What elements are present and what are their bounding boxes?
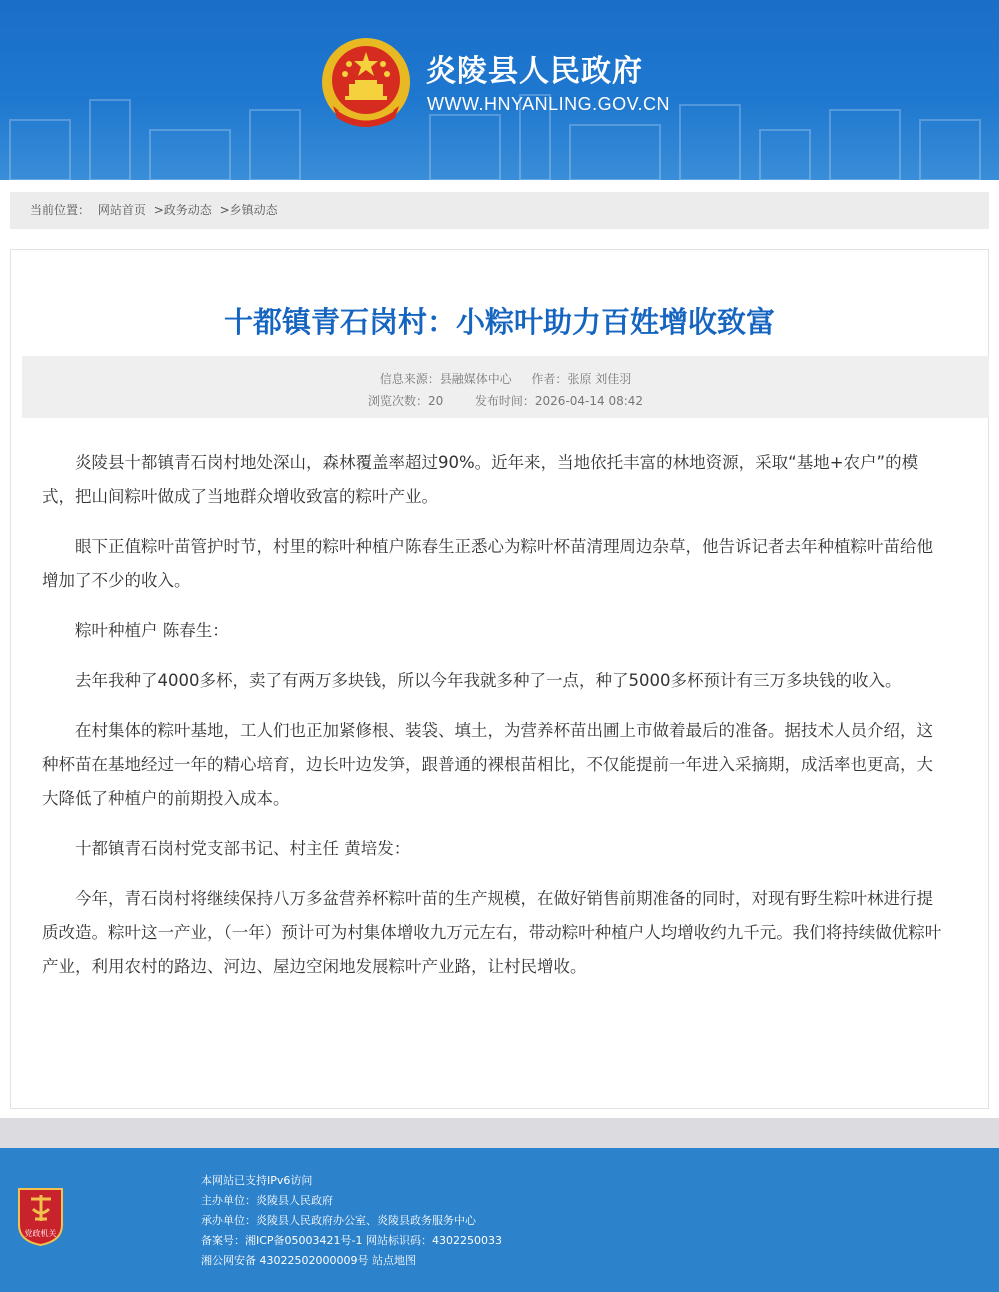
article-paragraph: 在村集体的粽叶基地，工人们也正加紧修根、装袋、填土，为营养杯苗出圃上市做着最后的准备。据技术人员介绍，这种杯苗在基地经过一年的精心培育，边长叶边发笋，跟普通的裸根苗相比，不仅能提前一年进入采摘期，成活率也更高，大大降低了种植户的前期投入成本。 (42, 721, 933, 808)
meta-author-label: 作者： (531, 372, 568, 386)
site-title[interactable]: 炎陵县人民政府 (426, 54, 643, 89)
site-footer (0, 1148, 999, 1292)
article-container (10, 249, 989, 1109)
breadcrumb-township-link[interactable]: >乡镇动态 (219, 203, 278, 217)
badge-text: 党政机关 (24, 1229, 57, 1238)
footer-police-record[interactable]: 湘公网安备 43022502000009号 站点地图 (201, 1254, 416, 1267)
footer-sponsor: 主办单位：炎陵县人民政府 (201, 1194, 333, 1207)
breadcrumb-home-link[interactable]: 网站首页 (97, 203, 146, 217)
meta-views-label: 浏览次数： (367, 394, 428, 408)
party-government-badge-icon[interactable] (15, 1185, 66, 1247)
meta-date: 2026-04-14 08:42 (534, 394, 644, 408)
article-body (42, 446, 944, 1000)
site-url[interactable]: WWW.HNYANLING.GOV.CN (427, 94, 671, 114)
article-paragraph: 粽叶种植户 陈春生： (75, 621, 229, 640)
article-paragraph: 去年我种了4000多杯，卖了有两万多块钱，所以今年我就多种了一点，种了5000多杯预计有三万多块钱的收入。 (75, 671, 902, 690)
meta-author: 张原 刘佳羽 (567, 372, 632, 386)
article-title: 十都镇青石岗村：小粽叶助力百姓增收致富 (223, 305, 775, 339)
site-header (0, 0, 999, 180)
meta-date-label: 发布时间： (474, 394, 535, 408)
meta-source: 县融媒体中心 (439, 372, 512, 386)
article-paragraph: 眼下正值粽叶苗管护时节，村里的粽叶种植户陈春生正悉心为粽叶杯苗清理周边杂草，他告诉记者去年种植粽叶苗给他增加了不少的收入。 (42, 537, 933, 590)
article-paragraph: 十都镇青石岗村党支部书记、村主任 黄培发： (75, 839, 411, 858)
meta-source-label: 信息来源： (379, 372, 440, 386)
article-meta (22, 356, 989, 418)
footer-icp[interactable]: 备案号：湘ICP备05003421号-1 网站标识码：4302250033 (201, 1234, 502, 1247)
footer-info (201, 1171, 502, 1271)
meta-views: 20 (427, 394, 444, 408)
breadcrumb-label: 当前位置： (30, 203, 91, 217)
footer-ipv6: 本网站已支持IPv6访问 (201, 1174, 313, 1187)
article-paragraph: 炎陵县十都镇青石岗村地处深山，森林覆盖率超过90%。近年来，当地依托丰富的林地资源，采取“基地+农户”的模式，把山间粽叶做成了当地群众增收致富的粽叶产业。 (42, 453, 919, 506)
national-emblem-icon (319, 36, 413, 132)
footer-organizer: 承办单位：炎陵县人民政府办公室、炎陵县政务服务中心 (201, 1214, 476, 1227)
breadcrumb (10, 192, 989, 229)
article-paragraph: 今年，青石岗村将继续保持八万多盆营养杯粽叶苗的生产规模，在做好销售前期准备的同时，对现有野生粽叶林进行提质改造。粽叶这一产业，（一年）预计可为村集体增收九万元左右，带动粽叶种植户人均增收约九千元。我们将持续做优粽叶产业，利用农村的路边、河边、屋边空闲地发展粽叶产业路，让村民增收。 (42, 889, 942, 976)
breadcrumb-news-link[interactable]: >政务动态 (153, 203, 212, 217)
footer-divider (0, 1118, 999, 1148)
